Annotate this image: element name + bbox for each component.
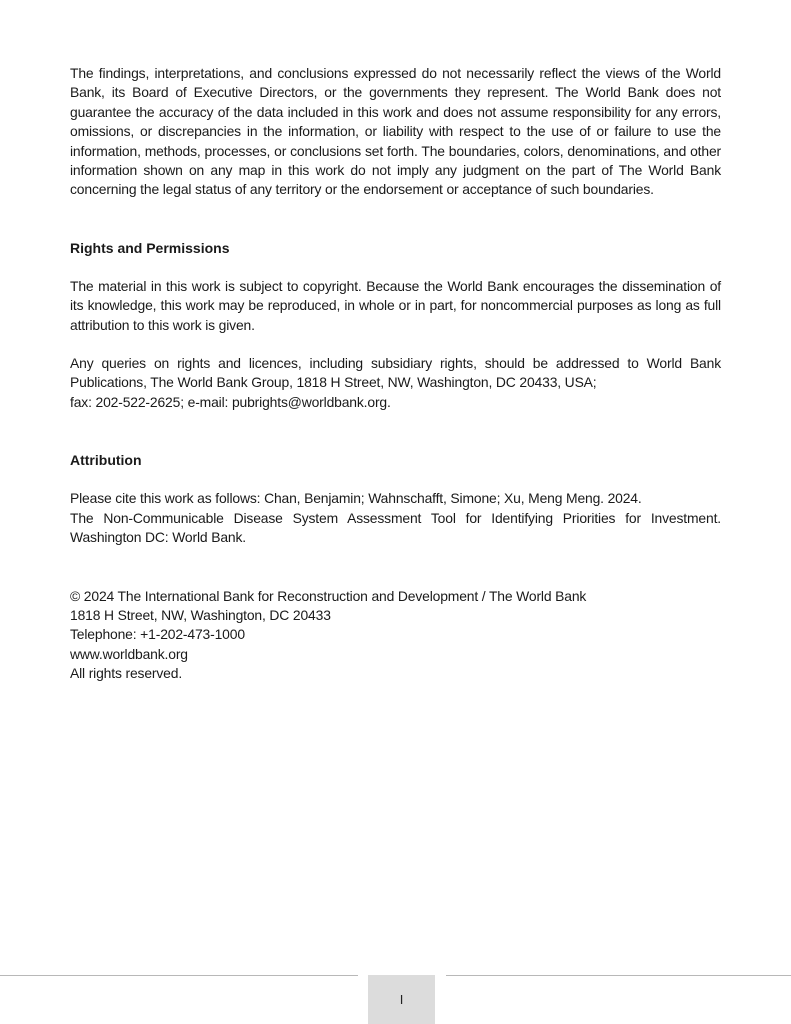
rights-paragraph-2-line-1: Any queries on rights and licences, including subsidiary rights, should be addressed to World Bank Publications, The World Bank Group, 1818 H Street, NW, Washington, DC 20433, USA; xyxy=(70,355,721,391)
copyright-line: © 2024 The International Bank for Reconstruction and Development / The World Bank xyxy=(70,587,587,604)
citation-line-2: The Non-Communicable Disease System Assessment Tool for Identifying Priorities for Investment. Washington DC: World Bank. xyxy=(70,509,721,546)
attribution-heading: Attribution xyxy=(70,452,142,469)
footer-divider-right xyxy=(446,975,791,976)
disclaimer-paragraph: The findings, interpretations, and conclusions expressed do not necessarily reflect the views of the World Bank, its Board of Executive Directors, or the governments they represent. The World Bank does not guarantee the accuracy of the data included in this work and does not assume responsibility for any errors, omissions, or discrepancies in the information, or liability with respect to the use of or failure to use the information, methods, processes, or conclusions set forth. The boundaries, colors, denominations, and other information shown on any map in this work do not imply any judgment on the part of The World Bank concerning the legal status of any territory or the endorsement or acceptance of such boundaries. xyxy=(70,65,721,198)
rights-contact-line: fax: 202-522-2625; e-mail: pubrights@worldbank.org. xyxy=(70,393,391,410)
rights-paragraph-1: The material in this work is subject to copyright. Because the World Bank encourages the dissemination of its knowledge, this work may be reproduced, in whole or in part, for noncommercial purposes as long as full attribution to this work is given. xyxy=(70,277,721,333)
document-page xyxy=(70,64,721,684)
citation-line-1: Please cite this work as follows: Chan, Benjamin; Wahnschafft, Simone; Xu, Meng Meng. 2024. xyxy=(70,490,642,507)
copyright-block xyxy=(70,587,721,684)
footer-divider-left xyxy=(0,975,358,976)
page-number-tab xyxy=(368,975,435,1024)
address-line: 1818 H Street, NW, Washington, DC 20433 xyxy=(70,606,331,623)
website-line: www.worldbank.org xyxy=(70,645,188,662)
rights-reserved-line: All rights reserved. xyxy=(70,665,183,682)
rights-heading: Rights and Permissions xyxy=(70,239,230,256)
telephone-line: Telephone: +1-202-473-1000 xyxy=(70,626,245,643)
rights-paragraph-2 xyxy=(70,354,721,393)
page-number: I xyxy=(399,992,404,1007)
